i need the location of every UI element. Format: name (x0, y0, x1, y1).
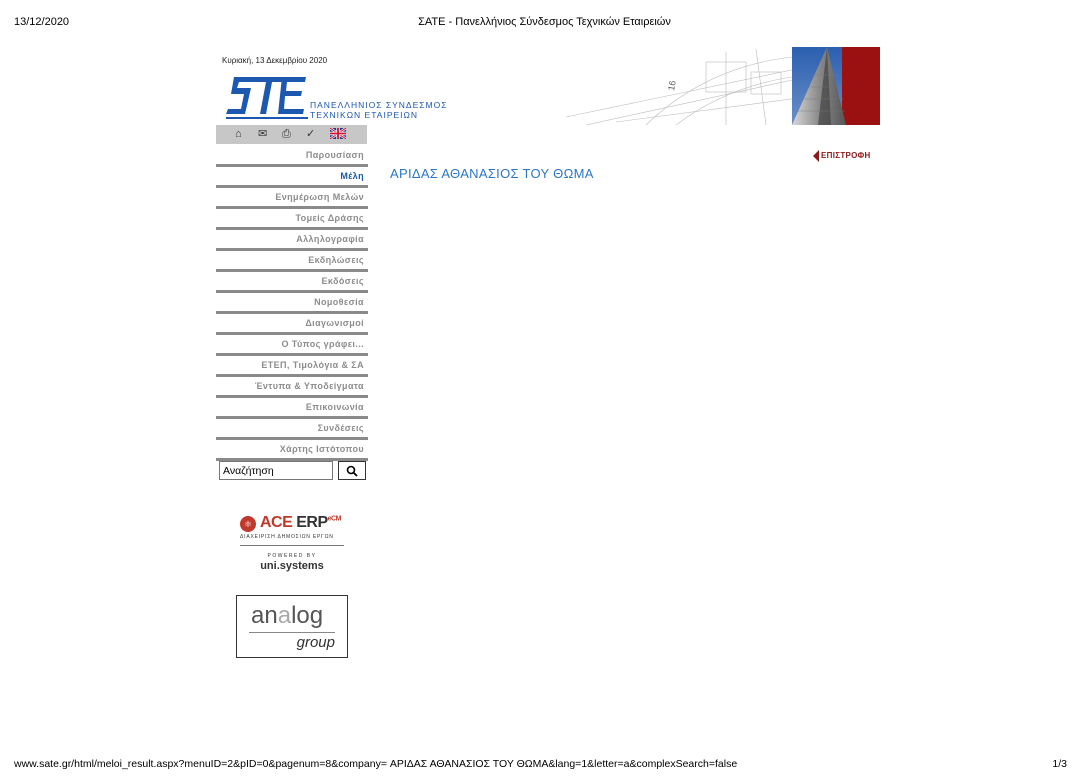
menu-item-links[interactable]: Συνδέσεις (216, 419, 368, 440)
menu-item-member-updates[interactable]: Ενημέρωση Μελών (216, 188, 368, 209)
sate-logo-mark (226, 77, 308, 119)
ecm-text: eCM (327, 515, 341, 523)
blueprint-number: 16 (666, 79, 678, 92)
analog-group-sponsor-logo[interactable] (236, 595, 348, 658)
ace-divider (240, 545, 344, 546)
ace-erp-sponsor-logo[interactable] (238, 512, 348, 576)
check-icon[interactable]: ✓ (306, 128, 316, 140)
menu-item-presentation[interactable]: Παρουσίαση (216, 146, 368, 167)
search-box (219, 461, 367, 481)
menu-item-etep[interactable]: ΕΤΕΠ, Τιμολόγια & ΣΑ (216, 356, 368, 377)
menu-item-forms[interactable]: Έντυπα & Υποδείγματα (216, 377, 368, 398)
ace-subtitle: ΔΙΑΧΕΙΡΙΣΗ ΔΗΜΟΣΙΩΝ ΕΡΓΩΝ (240, 534, 334, 540)
print-footer-url: www.sate.gr/html/meloi_result.aspx?menuID=2&pID=0&pagenum=8&company= ΑΡΙΔΑΣ ΑΘΑΝΑΣΙΟΣ ΤΟΥ ΘΩΜΑ&lang=1&letter=a&complexSearch=false (14, 758, 738, 770)
powered-by-label: POWERED BY (267, 553, 317, 559)
print-header-date: 13/12/2020 (14, 16, 70, 28)
search-button[interactable] (338, 461, 366, 480)
menu-item-events[interactable]: Εκδηλώσεις (216, 251, 368, 272)
menu-item-tenders[interactable]: Διαγωνισμοί (216, 314, 368, 335)
analog-wordmark (251, 602, 323, 630)
analog-part-1: an (251, 602, 278, 629)
menu-item-activity-sectors[interactable]: Τομείς Δράσης (216, 209, 368, 230)
ace-brand (260, 514, 341, 532)
ace-text: ACE (260, 514, 293, 531)
print-icon[interactable]: ⎙ (282, 128, 291, 140)
member-name-heading: ΑΡΙΔΑΣ ΑΘΑΝΑΣΙΟΣ ΤΟΥ ΘΩΜΑ (390, 166, 594, 181)
menu-item-contact[interactable]: Επικοινωνία (216, 398, 368, 419)
analog-part-2: a (277, 602, 292, 629)
print-header-title: ΣΑΤΕ - Πανελλήνιος Σύνδεσμος Τεχνικών Εταιρειών (418, 16, 671, 28)
back-label: ΕΠΙΣΤΡΟΦΗ (821, 151, 871, 161)
back-link[interactable] (813, 150, 871, 162)
analog-part-3: log (291, 602, 324, 629)
back-arrow-icon (813, 150, 819, 162)
ace-mark-icon: ⚛ (240, 516, 256, 532)
analog-divider (249, 632, 335, 633)
utility-icon-bar (216, 125, 367, 144)
logo-line-1: ΠΑΝΕΛΛΗΝΙΟΣ ΣΥΝΔΕΣΜΟΣ (310, 100, 448, 110)
mail-icon[interactable]: ✉ (258, 128, 268, 140)
banner-building-image (556, 47, 880, 125)
logo-line-2: ΤΕΧΝΙΚΩΝ ΕΤΑΙΡΕΙΩΝ (310, 110, 419, 120)
main-menu (216, 146, 368, 461)
menu-item-press[interactable]: Ο Τύπος γράφει... (216, 335, 368, 356)
current-date: Κυριακή, 13 Δεκεμβρίου 2020 (222, 56, 328, 65)
menu-item-sitemap[interactable]: Χάρτης Ιστότοπου (216, 440, 368, 461)
menu-item-legislation[interactable]: Νομοθεσία (216, 293, 368, 314)
menu-item-correspondence[interactable]: Αλληλογραφία (216, 230, 368, 251)
uk-flag-icon[interactable] (330, 128, 346, 143)
home-icon[interactable]: ⌂ (235, 128, 242, 140)
site-banner (216, 47, 880, 125)
unisystems-logo: uni.systems (260, 560, 324, 572)
analog-group-text: group (296, 634, 335, 651)
menu-item-publications[interactable]: Εκδόσεις (216, 272, 368, 293)
print-footer-page: 1/3 (1052, 758, 1067, 770)
menu-item-members[interactable]: Μέλη (216, 167, 368, 188)
logo-wordmark (310, 100, 447, 120)
erp-text: ERP (296, 514, 328, 531)
sate-logo[interactable] (226, 77, 308, 124)
search-icon (346, 465, 358, 477)
search-input[interactable] (219, 461, 333, 480)
